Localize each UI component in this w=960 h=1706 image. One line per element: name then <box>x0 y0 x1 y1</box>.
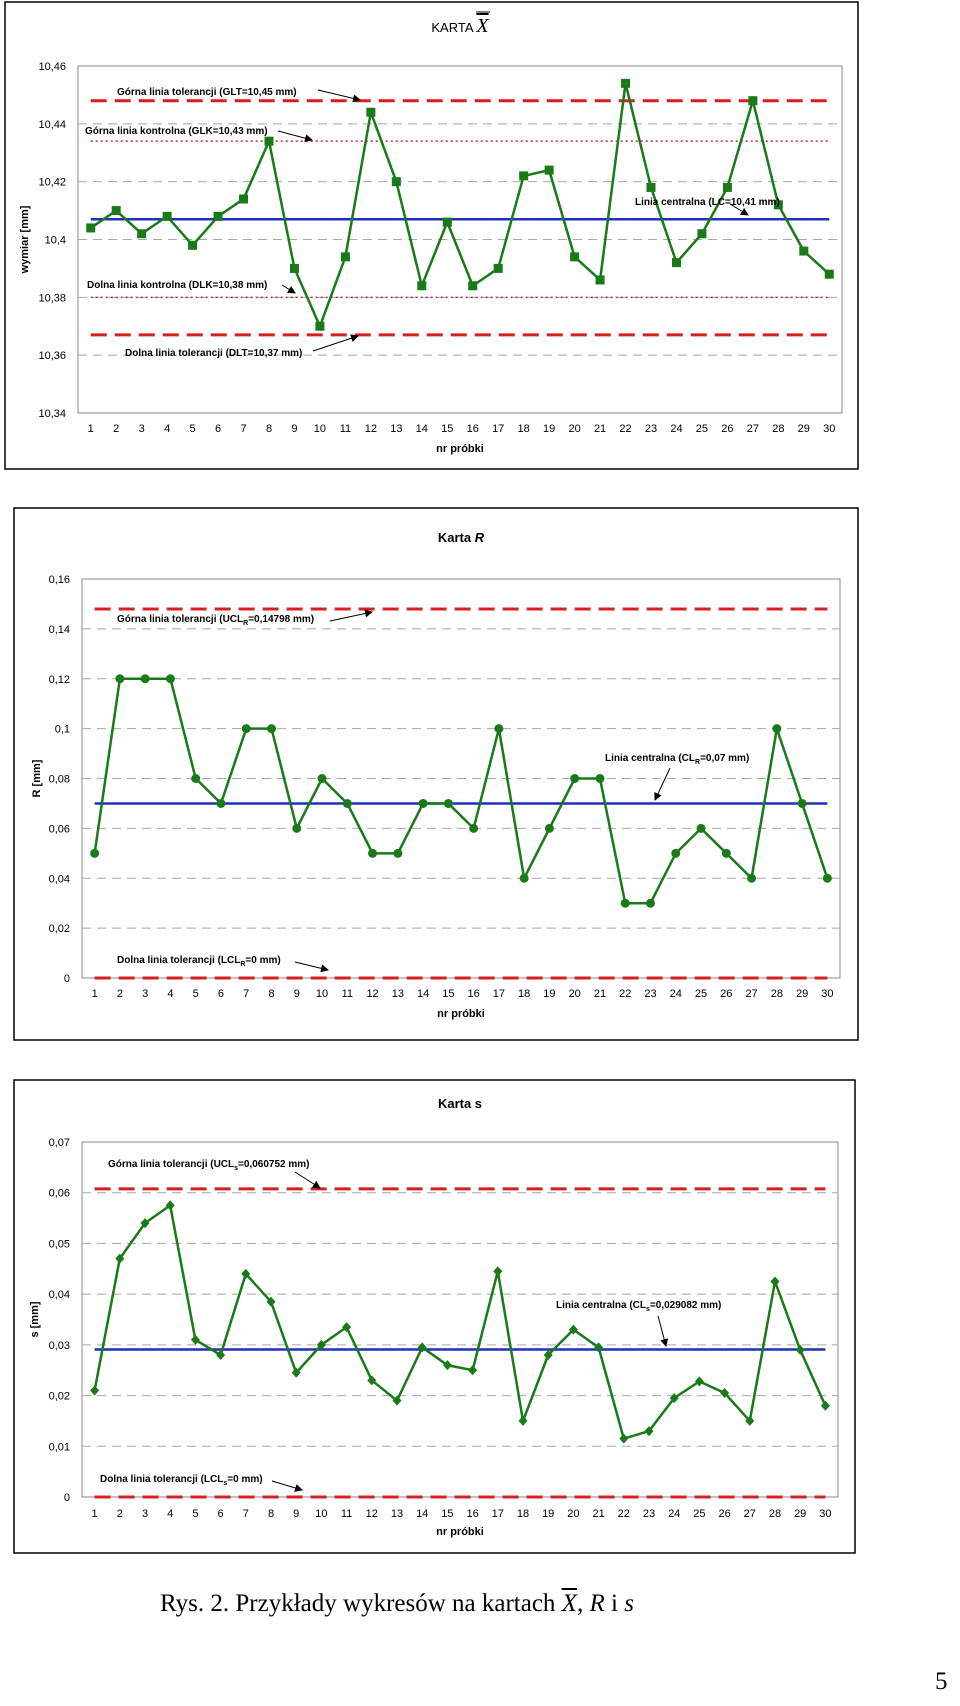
chart3-y-axis-label: s [mm] <box>29 1301 41 1338</box>
chart2-y-tick-label: 0,14 <box>48 623 70 636</box>
chart2-x-tick-label: 1 <box>91 988 98 1000</box>
chart1-x-tick-label: 27 <box>746 423 759 435</box>
chart1-x-tick-label: 28 <box>772 423 785 435</box>
chart2-data-point <box>368 849 377 858</box>
chart1-annotation-ll: Dolna linia tolerancji (DLT=10,37 mm) <box>125 348 303 359</box>
chart1-data-point <box>621 79 630 88</box>
chart2-x-tick-label: 15 <box>442 988 455 1000</box>
chart3-x-tick-label: 12 <box>365 1508 378 1520</box>
chart1-x-tick-label: 26 <box>721 423 734 435</box>
chart3-y-tick-label: 0,05 <box>48 1238 70 1251</box>
chart3-y-tick-label: 0,04 <box>48 1289 70 1302</box>
caption-prefix: Rys. 2. Przykłady wykresów na kartach <box>160 1590 556 1617</box>
chart2-x-tick-label: 9 <box>293 988 300 1000</box>
chart2-x-tick-label: 2 <box>116 988 123 1000</box>
chart2-x-tick-label: 28 <box>770 988 783 1000</box>
chart2-y-tick-label: 0,04 <box>48 873 70 886</box>
chart1-x-tick-label: 6 <box>215 423 222 435</box>
chart2-data-point <box>141 674 150 683</box>
chart2-x-tick-label: 21 <box>593 988 607 1000</box>
chart1-x-tick-label: 9 <box>291 423 298 435</box>
figure-caption <box>160 1590 760 1618</box>
caption-symbol-x: $\overline{X}$ <box>561 1590 577 1617</box>
chart2-x-tick-label: 14 <box>416 988 430 1000</box>
chart1-data-point <box>188 241 197 250</box>
chart1-x-tick-label: 11 <box>339 423 352 435</box>
chart2-data-point <box>469 824 478 833</box>
chart2-data-point <box>545 824 554 833</box>
chart3-annotation-value: =0,029082 mm) <box>649 1300 722 1311</box>
chart1-data-point <box>468 281 477 290</box>
chart2-x-tick-label: 10 <box>315 988 329 1000</box>
chart1-data-point <box>417 281 426 290</box>
chart1-data-point <box>112 206 121 215</box>
chart3-y-tick-label: 0,02 <box>48 1390 70 1403</box>
chart3-x-tick-label: 15 <box>441 1508 454 1520</box>
chart1-data-point <box>697 229 706 238</box>
chart1-x-tick-label: 20 <box>568 423 581 435</box>
chart2-annotation-ll: Dolna linia tolerancji ($LCL_R=0$ mm) <box>117 955 281 968</box>
chart2-y-tick-label: 0,06 <box>48 823 70 836</box>
chart2-title: Karta R <box>437 530 485 545</box>
chart1-x-tick-label: 3 <box>138 423 145 435</box>
chart3-x-tick-label: 14 <box>416 1508 429 1520</box>
chart3-x-tick-label: 13 <box>390 1508 404 1520</box>
chart2-annotation-subscript: R <box>243 620 249 627</box>
chart3-y-tick-label: 0,01 <box>48 1441 70 1454</box>
chart1-y-tick-label: 10,42 <box>38 176 66 189</box>
chart1-data-point <box>137 229 146 238</box>
chart1-x-tick-label: 19 <box>543 423 556 435</box>
chart3-x-tick-label: 11 <box>340 1508 353 1520</box>
chart1-annotation-cl: Linia centralna (LC=10,41 mm) <box>635 197 780 208</box>
page-number: 5 <box>935 1668 948 1695</box>
chart2-x-tick-label: 25 <box>694 988 708 1000</box>
chart1-x-tick-label: 30 <box>823 423 836 435</box>
chart1-x-tick-label: 29 <box>797 423 810 435</box>
caption-symbol-s: s <box>624 1590 634 1617</box>
chart3-y-tick-label: 0 <box>63 1492 70 1504</box>
chart3-title: Karta s <box>437 1096 483 1111</box>
chart2-x-tick-label: 12 <box>366 988 379 1000</box>
chart1-x-tick-label: 4 <box>164 423 171 435</box>
chart3-x-tick-label: 19 <box>542 1508 555 1520</box>
chart1-x-axis-label: nr próbki <box>436 443 484 455</box>
chart2-data-point <box>798 799 807 808</box>
chart2-data-point <box>570 774 579 783</box>
chart1-annotation-ul: Górna linia tolerancji (GLT=10,45 mm) <box>117 87 297 98</box>
chart3-annotation-value: =0 mm) <box>227 1474 263 1485</box>
chart3-x-tick-label: 17 <box>491 1508 504 1520</box>
chart1-data-point <box>494 264 503 273</box>
chart2-x-tick-label: 8 <box>268 988 275 1000</box>
chart1-data-point <box>214 212 223 221</box>
chart1-y-tick-label: 10,4 <box>44 234 66 247</box>
chart1-x-tick-label: 17 <box>492 423 505 435</box>
chart1-data-point <box>86 223 95 232</box>
chart1-data-point <box>366 108 375 117</box>
chart1-x-tick-label: 13 <box>390 423 403 435</box>
chart3-x-tick-label: 10 <box>315 1508 328 1520</box>
chart1-data-point <box>647 183 656 192</box>
chart1-annotation-ucl: Górna linia kontrolna (GLK=10,43 mm) <box>85 126 268 137</box>
chart3-x-axis-label: nr próbki <box>436 1526 484 1538</box>
chart1-data-point <box>545 166 554 175</box>
chart1-x-tick-label: 23 <box>644 423 658 435</box>
chart3-x-tick-label: 2 <box>116 1508 123 1520</box>
chart2-x-tick-label: 26 <box>720 988 733 1000</box>
chart1-y-tick-label: 10,44 <box>38 118 66 131</box>
chart1-x-tick-label: 25 <box>695 423 709 435</box>
chart2-data-point <box>166 674 175 683</box>
chart3-annotation-value: =0,060752 mm) <box>238 1159 310 1170</box>
chart2-data-point <box>671 849 680 858</box>
chart2-data-point <box>115 674 124 683</box>
chart1-x-tick-label: 16 <box>466 423 479 435</box>
chart1-data-point <box>315 322 324 331</box>
caption-symbol-r: R <box>589 1590 605 1617</box>
chart3-x-tick-label: 5 <box>192 1508 199 1520</box>
chart2-annotation-ul: Górna linia tolerancji ($UCL_R=0,14798$ mm) <box>117 614 315 627</box>
chart2-x-tick-label: 5 <box>192 988 199 1000</box>
chart2-data-point <box>646 899 655 908</box>
chart1-x-tick-label: 18 <box>517 423 530 435</box>
chart2-annotation-value: =0 mm) <box>245 955 281 966</box>
chart1-x-tick-label: 2 <box>113 423 120 435</box>
chart2-data-point <box>747 874 756 883</box>
chart1-data-point <box>265 137 274 146</box>
chart3-x-tick-label: 18 <box>516 1508 530 1520</box>
chart3-annotation-ll: Dolna linia tolerancji ($LCL_s=0$ mm) <box>100 1474 263 1487</box>
chart2-data-point <box>444 799 453 808</box>
chart2-annotation-cl: Linia centralna ($CL_R=0,07$ mm) <box>605 753 750 766</box>
chart1-data-point <box>748 96 757 105</box>
chart3-y-tick-label: 0,06 <box>48 1187 70 1200</box>
chart2-x-tick-label: 17 <box>492 988 506 1000</box>
chart2-x-tick-label: 6 <box>217 988 225 1000</box>
chart2-data-point <box>494 724 503 733</box>
chart2-data-point <box>393 849 402 858</box>
chart1-annotation-lcl: Dolna linia kontrolna (DLK=10,38 mm) <box>87 280 268 291</box>
chart3-x-tick-label: 16 <box>466 1508 479 1520</box>
chart3-x-tick-label: 4 <box>167 1508 174 1520</box>
chart3-x-tick-label: 21 <box>592 1508 605 1520</box>
chart1-data-point <box>163 212 172 221</box>
chart2-data-point <box>216 799 225 808</box>
chart1-x-tick-label: 14 <box>415 423 428 435</box>
chart1-data-point <box>672 258 681 267</box>
chart2-data-point <box>595 774 604 783</box>
chart3-annotation-subscript: s <box>234 1165 239 1172</box>
chart1-x-tick-label: 8 <box>265 423 273 435</box>
chart2-x-tick-label: 3 <box>142 988 149 1000</box>
chart1-title: KARTA X <box>431 15 489 37</box>
chart2-y-tick-label: 0,08 <box>48 773 70 786</box>
chart3-x-tick-label: 27 <box>743 1508 756 1520</box>
chart2-y-tick-label: 0,1 <box>54 723 70 736</box>
chart2-x-tick-label: 16 <box>467 988 480 1000</box>
chart2-x-tick-label: 23 <box>644 988 657 1000</box>
chart3-x-tick-label: 29 <box>794 1508 807 1520</box>
chart2-x-tick-label: 18 <box>518 988 531 1000</box>
chart3-x-tick-label: 26 <box>718 1508 731 1520</box>
chart2-data-point <box>823 874 832 883</box>
chart2-data-point <box>772 724 781 733</box>
chart2-y-axis-label: R [mm] <box>31 759 43 798</box>
chart3-annotation-subscript: s <box>223 1480 228 1487</box>
chart2-title-symbol: R <box>474 530 485 545</box>
chart2-annotation-subscript: R <box>240 961 246 968</box>
chart2-data-point <box>191 774 200 783</box>
chart3-x-tick-label: 7 <box>242 1508 249 1520</box>
chart1-x-tick-label: 21 <box>593 423 607 435</box>
chart3-x-tick-label: 1 <box>91 1508 98 1520</box>
chart2-annotation-value: =0,07 mm) <box>700 753 750 764</box>
chart2-y-tick-label: 0,12 <box>48 673 70 686</box>
chart2-x-axis-label: nr próbki <box>437 1008 485 1020</box>
chart3-annotation-cl: Linia centralna ($CL_s=0,029082$ mm) <box>556 1300 722 1313</box>
chart1-data-point <box>239 195 248 204</box>
chart1-data-point <box>290 264 299 273</box>
chart1-data-point <box>392 177 401 186</box>
chart3-x-tick-label: 20 <box>567 1508 580 1520</box>
chart2-data-point <box>722 849 731 858</box>
chart2-data-point <box>419 799 428 808</box>
chart2-data-point <box>90 849 99 858</box>
chart2-x-tick-label: 30 <box>821 988 834 1000</box>
chart1-y-axis-label: wymiar [mm] <box>19 205 31 274</box>
chart2-x-tick-label: 22 <box>619 988 632 1000</box>
chart3-annotation-ul: Górna linia tolerancji ($UCL_s=0,060752$ mm) <box>108 1159 310 1172</box>
chart1-data-point <box>825 270 834 279</box>
chart1-y-tick-label: 10,36 <box>38 350 66 363</box>
chart1-data-point <box>519 171 528 180</box>
chart3-x-tick-label: 22 <box>617 1508 630 1520</box>
chart2-x-tick-label: 11 <box>341 988 354 1000</box>
chart2-x-tick-label: 20 <box>568 988 581 1000</box>
chart1-x-tick-label: 7 <box>240 423 247 435</box>
chart2-annotation-subscript: R <box>695 759 701 766</box>
chart2-data-point <box>292 824 301 833</box>
chart1-x-tick-label: 24 <box>670 423 683 435</box>
chart2-data-point <box>267 724 276 733</box>
chart3-y-tick-label: 0,03 <box>48 1339 70 1352</box>
chart1-data-point <box>341 252 350 261</box>
chart1-data-point <box>570 252 579 261</box>
chart3-x-tick-label: 8 <box>267 1508 275 1520</box>
chart1-x-tick-label: 22 <box>619 423 632 435</box>
chart3-x-tick-label: 3 <box>141 1508 149 1520</box>
chart2-data-point <box>343 799 352 808</box>
chart1-x-tick-label: 15 <box>441 423 454 435</box>
chart1-data-point <box>443 218 452 227</box>
chart1-y-tick-label: 10,38 <box>38 292 66 305</box>
chart3-x-tick-label: 30 <box>819 1508 832 1520</box>
chart2-data-point <box>242 724 251 733</box>
chart2-x-tick-label: 4 <box>167 988 174 1000</box>
chart1-data-point <box>596 275 605 284</box>
chart1-y-tick-label: 10,46 <box>38 61 66 73</box>
chart1-x-tick-label: 1 <box>87 423 94 435</box>
chart1-x-tick-label: 12 <box>364 423 377 435</box>
chart3-x-tick-label: 9 <box>293 1508 300 1520</box>
chart2-data-point <box>520 874 529 883</box>
chart1-data-point <box>723 183 732 192</box>
chart1-title-symbol: X <box>476 15 489 37</box>
chart3-x-tick-label: 6 <box>217 1508 224 1520</box>
caption-conj: i <box>611 1590 618 1617</box>
chart2-data-point <box>697 824 706 833</box>
chart2-annotation-value: =0,14798 mm) <box>248 614 315 625</box>
chart2-x-tick-label: 13 <box>391 988 404 1000</box>
chart2-x-tick-label: 7 <box>243 988 250 1000</box>
chart3-x-tick-label: 24 <box>668 1508 681 1520</box>
chart3-annotation-subscript: s <box>646 1306 650 1313</box>
chart2-data-point <box>621 899 630 908</box>
chart2-x-tick-label: 29 <box>795 988 809 1000</box>
chart1-data-point <box>799 247 808 256</box>
chart2-y-tick-label: 0,02 <box>48 923 70 936</box>
chart3-y-tick-label: 0,07 <box>48 1137 70 1149</box>
chart2-x-tick-label: 24 <box>669 988 682 1000</box>
chart2-y-tick-label: 0,16 <box>48 574 70 586</box>
chart3-x-tick-label: 23 <box>642 1508 656 1520</box>
chart1-y-tick-label: 10,34 <box>38 408 66 420</box>
chart3-x-tick-label: 28 <box>768 1508 782 1520</box>
chart3-x-tick-label: 25 <box>693 1508 706 1520</box>
chart2-x-tick-label: 19 <box>543 988 556 1000</box>
chart2-y-tick-label: 0 <box>63 973 70 985</box>
chart1-x-tick-label: 5 <box>189 423 196 435</box>
chart2-x-tick-label: 27 <box>745 988 758 1000</box>
chart1-x-tick-label: 10 <box>313 423 327 435</box>
chart3-plot-area <box>82 1142 838 1497</box>
caption-sep: , <box>576 1590 584 1617</box>
chart2-data-point <box>318 774 327 783</box>
